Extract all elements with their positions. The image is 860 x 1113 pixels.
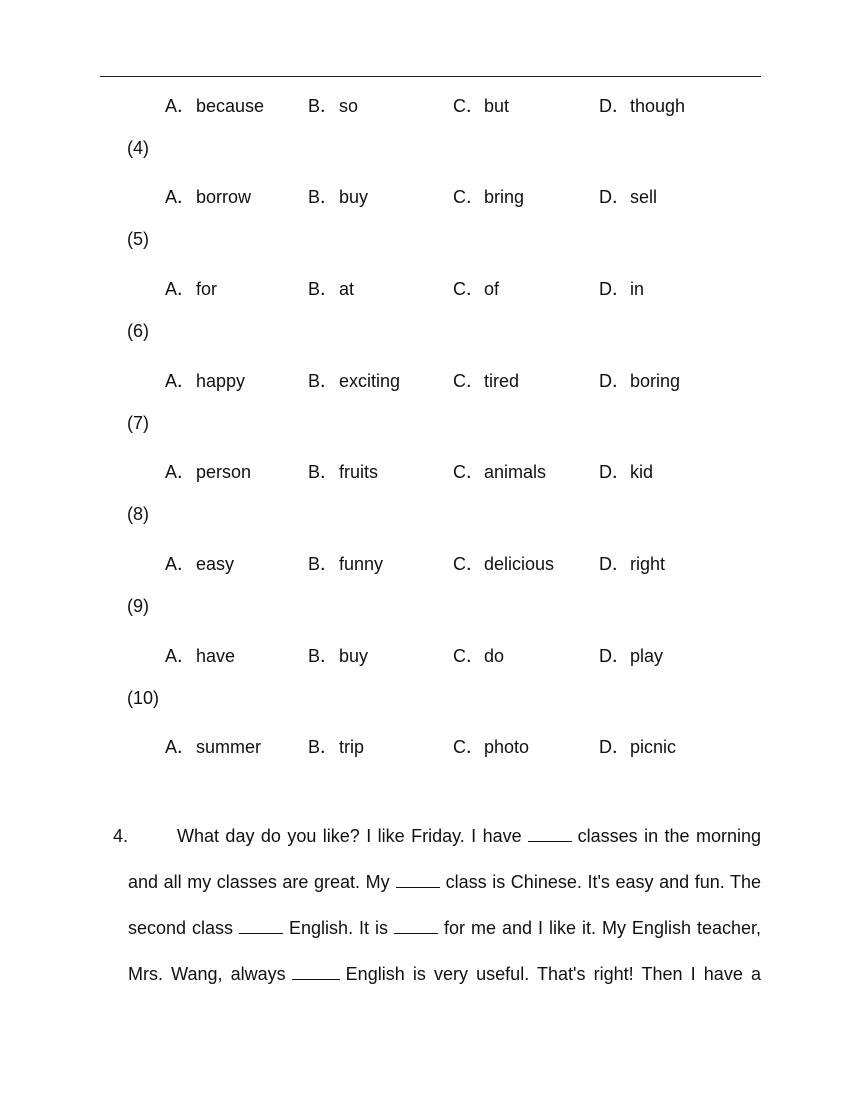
- cloze-passage: [113, 822, 761, 1006]
- options-row: [0, 642, 860, 668]
- blank-1[interactable]: [528, 827, 572, 842]
- option-c[interactable]: C．bring: [453, 187, 525, 207]
- option-c[interactable]: C．photo: [453, 737, 530, 757]
- option-a[interactable]: A．because: [165, 96, 265, 116]
- option-c[interactable]: C．delicious: [453, 554, 555, 574]
- option-c[interactable]: C．tired: [453, 371, 520, 391]
- blank-5[interactable]: [292, 965, 340, 980]
- question-number: (9): [127, 596, 149, 616]
- option-c[interactable]: C．animals: [453, 462, 547, 482]
- option-b[interactable]: B．at: [308, 279, 355, 299]
- question-number: (8): [127, 504, 149, 524]
- option-d[interactable]: D．in: [599, 279, 645, 299]
- option-c[interactable]: C．do: [453, 646, 505, 666]
- option-d[interactable]: D．boring: [599, 371, 681, 391]
- blank-4[interactable]: [394, 919, 438, 934]
- option-c[interactable]: C．of: [453, 279, 500, 299]
- option-a[interactable]: A．borrow: [165, 187, 252, 207]
- option-b[interactable]: B．exciting: [308, 371, 401, 391]
- passage-number: 4.: [113, 826, 129, 846]
- option-d[interactable]: D．though: [599, 96, 686, 116]
- options-row: [0, 550, 860, 576]
- option-b[interactable]: B．so: [308, 96, 359, 116]
- options-row: [0, 458, 860, 484]
- question-number: (10): [127, 688, 160, 708]
- blank-2[interactable]: [396, 873, 440, 888]
- option-d[interactable]: D．right: [599, 554, 666, 574]
- passage-line: Mrs. Wang, always English is very useful. That's right! Then I have a: [128, 964, 761, 984]
- question-number: (5): [127, 229, 149, 249]
- options-row: [0, 183, 860, 209]
- passage-line: and all my classes are great. My class is Chinese. It's easy and fun. The: [128, 872, 761, 892]
- option-a[interactable]: A．happy: [165, 371, 246, 391]
- option-a[interactable]: A．easy: [165, 554, 235, 574]
- option-d[interactable]: D．kid: [599, 462, 654, 482]
- options-row: [0, 733, 860, 759]
- options-row: [0, 92, 860, 118]
- question-number: (6): [127, 321, 149, 341]
- option-b[interactable]: B．trip: [308, 737, 365, 757]
- option-a[interactable]: A．for: [165, 279, 218, 299]
- option-a[interactable]: A．person: [165, 462, 252, 482]
- option-b[interactable]: B．funny: [308, 554, 384, 574]
- passage-line: second class English. It is for me and I like it. My English teacher,: [128, 918, 761, 938]
- option-b[interactable]: B．buy: [308, 646, 369, 666]
- option-a[interactable]: A．summer: [165, 737, 262, 757]
- options-row: [0, 275, 860, 301]
- header-rule: [100, 76, 761, 77]
- blank-3[interactable]: [239, 919, 283, 934]
- question-number: (7): [127, 413, 149, 433]
- option-d[interactable]: D．play: [599, 646, 664, 666]
- options-row: [0, 367, 860, 393]
- option-b[interactable]: B．fruits: [308, 462, 379, 482]
- option-c[interactable]: C．but: [453, 96, 510, 116]
- option-a[interactable]: A．have: [165, 646, 236, 666]
- passage-line: 4. What day do you like? I like Friday. I have classes in the morning: [113, 822, 761, 868]
- option-b[interactable]: B．buy: [308, 187, 369, 207]
- option-d[interactable]: D．sell: [599, 187, 658, 207]
- option-d[interactable]: D．picnic: [599, 737, 677, 757]
- question-number: (4): [127, 138, 149, 158]
